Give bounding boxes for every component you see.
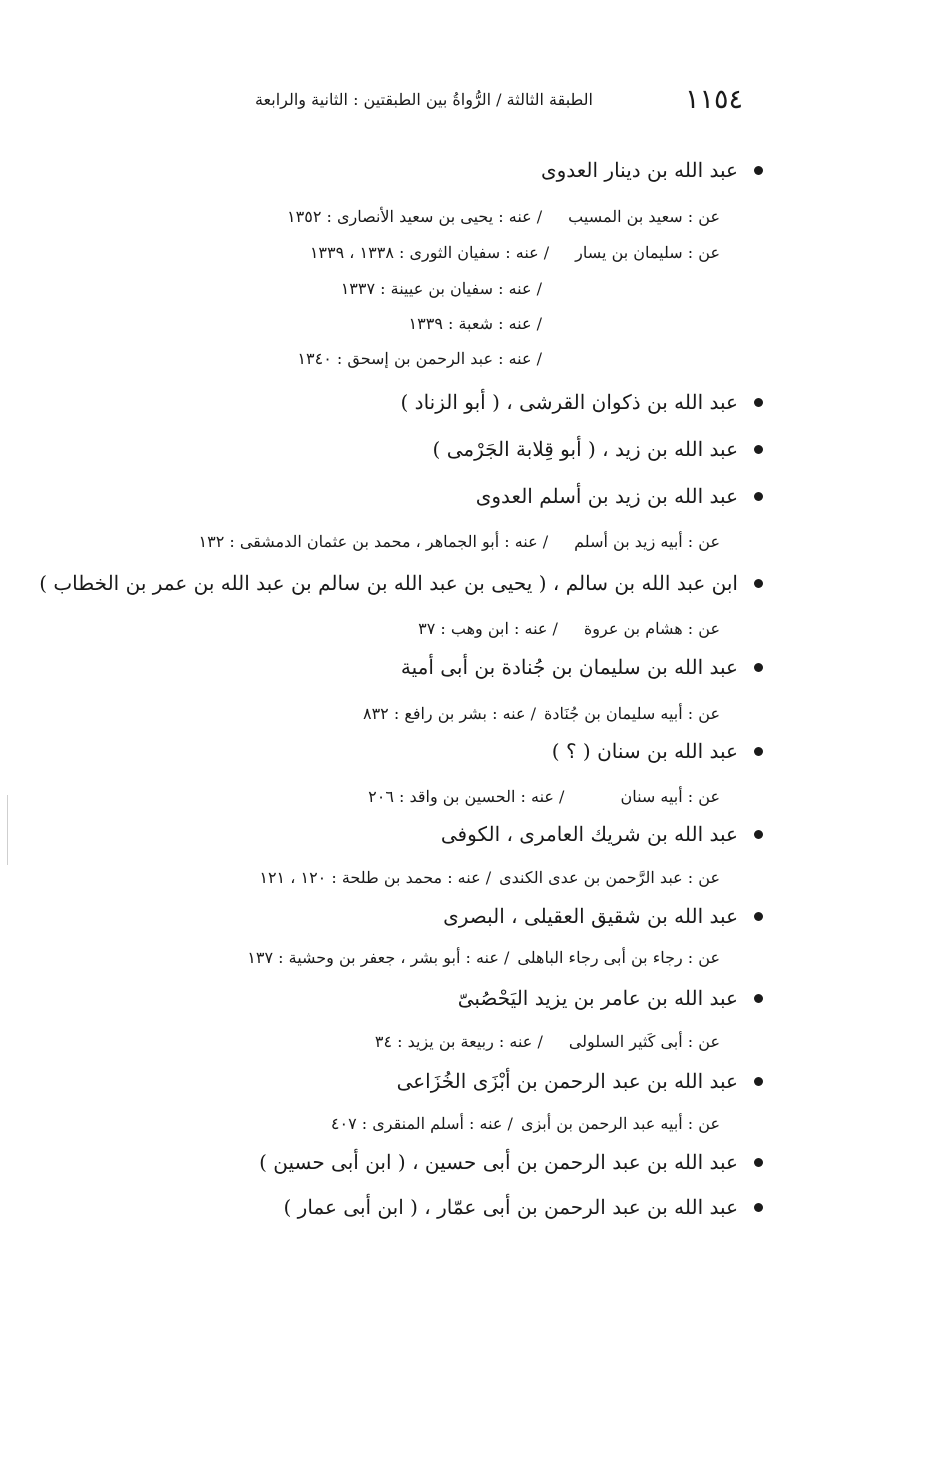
narrator-entry: [458, 986, 763, 1010]
narration-to: / عنه : أسلم المنقرى : ٤٠٧: [330, 1114, 513, 1133]
bullet-icon: [754, 830, 763, 839]
narrator-entry: [443, 904, 763, 928]
narration-line: [341, 279, 542, 298]
narrator-name: عبد الله بن زيد بن أسلم العدوى: [475, 484, 738, 508]
narration-to: / عنه : ربيعة بن يزيد : ٣٤: [374, 1032, 543, 1051]
bullet-icon: [754, 445, 763, 454]
narrator-entry: [401, 390, 763, 414]
narrator-name: عبد الله بن سنان ( ؟ ): [551, 739, 738, 763]
narrator-name: ابن عبد الله بن سالم ، ( يحيى بن عبد الله بن سالم بن عبد الله بن عمر بن الخطاب ): [39, 571, 738, 595]
narration-line: [297, 349, 542, 368]
narration-from: عن : أبيه عبد الرحمن بن أبزى: [520, 1114, 720, 1133]
bullet-icon: [754, 663, 763, 672]
narration-line: [363, 704, 720, 723]
bullet-icon: [754, 994, 763, 1003]
narration-from: عن : أبيه سليمان بن جُنَادة: [544, 704, 720, 723]
narrator-name: عبد الله بن عبد الرحمن بن أبى عمّار ، ( ابن أبى عمار ): [283, 1195, 738, 1219]
narration-to: / عنه : سفيان بن عيينة : ١٣٣٧: [340, 279, 542, 298]
narrator-name: عبد الله بن دينار العدوى: [540, 158, 738, 182]
narration-from: عن : سعيد بن المسيب: [568, 207, 720, 226]
narrator-name: عبد الله بن زيد ، ( أبو قِلابة الجَرْمى ): [432, 437, 738, 461]
narration-from: عن : سليمان بن يسار: [575, 243, 720, 262]
narration-from: عن : هشام بن عروة: [583, 619, 720, 638]
narration-to: / عنه : أبو بشر ، جعفر بن وحشية : ١٣٧: [247, 948, 510, 967]
narrator-name: عبد الله بن سليمان بن جُنادة بن أبى أمية: [400, 655, 738, 679]
narrator-name: عبد الله بن عبد الرحمن بن أبى حسين ، ( ابن أبى حسين ): [259, 1150, 738, 1174]
page-number: ١١٥٤: [684, 84, 743, 115]
narrator-entry: [433, 437, 763, 461]
margin-rule: [7, 795, 8, 865]
narrator-name: عبد الله بن عامر بن يزيد اليَحْصُبىّ: [457, 986, 738, 1010]
narrator-entry: [552, 739, 763, 763]
narration-line: [375, 1032, 720, 1051]
narrator-entry: [541, 158, 763, 182]
narration-line: [310, 243, 720, 262]
narrator-entry: [476, 484, 763, 508]
narrator-entry: [259, 1150, 763, 1174]
narration-line: [247, 948, 720, 967]
narration-from: عن : أبيه زيد بن أسلم: [574, 532, 720, 551]
narrator-name: عبد الله بن ذكوان القرشى ، ( أبو الزناد ): [400, 390, 738, 414]
bullet-icon: [754, 492, 763, 501]
narration-to: / عنه : بشر بن رافع : ٨٣٢: [362, 704, 536, 723]
narrator-entry: [401, 655, 763, 679]
narration-to: / عنه : محمد بن طلحة : ١٢٠ ، ١٢١: [259, 868, 492, 887]
bullet-icon: [754, 1077, 763, 1086]
narration-to: / عنه : أبو الجماهر ، محمد بن عثمان الدمشقى : ١٣٢: [198, 532, 549, 551]
narration-line: [287, 207, 720, 226]
narration-from: عن : رجاء بن أبى رجاء الباهلى: [517, 948, 720, 967]
bullet-icon: [754, 747, 763, 756]
bullet-icon: [754, 579, 763, 588]
narrator-entry: [284, 1195, 763, 1219]
page-header: [203, 84, 743, 114]
narrator-name: عبد الله بن شريك العامرى ، الكوفى: [440, 822, 738, 846]
narration-line: [418, 619, 720, 638]
running-title: الطبقة الثالثة / الرُّواةُ بين الطبقتين : الثانية والرابعة: [254, 90, 593, 109]
bullet-icon: [754, 1203, 763, 1212]
bullet-icon: [754, 166, 763, 175]
bullet-icon: [754, 398, 763, 407]
narrator-entry: [441, 822, 763, 846]
narration-line: [409, 314, 542, 333]
bullet-icon: [754, 1158, 763, 1167]
narration-to: / عنه : الحسين بن واقد : ٢٠٦: [368, 787, 565, 806]
narration-from: عن : أبى كَثير السلولى: [568, 1032, 720, 1051]
narration-line: [331, 1114, 720, 1133]
narration-line: [368, 787, 720, 806]
narration-from: عن : عبد الرَّحمن بن عدى الكندى: [499, 868, 720, 887]
narration-to: / عنه : يحيى بن سعيد الأنصارى : ١٣٥٢: [287, 207, 543, 226]
narration-line: [259, 868, 720, 887]
narration-line: [199, 532, 721, 551]
narration-to: / عنه : ابن وهب : ٣٧: [418, 619, 558, 638]
bullet-icon: [754, 912, 763, 921]
narration-to: / عنه : عبد الرحمن بن إسحق : ١٣٤٠: [297, 349, 542, 368]
narrator-name: عبد الله بن شقيق العقيلى ، البصرى: [443, 904, 738, 928]
narration-to: / عنه : سفيان الثورى : ١٣٣٨ ، ١٣٣٩: [309, 243, 550, 262]
narration-to: / عنه : شعبة : ١٣٣٩: [408, 314, 542, 333]
narrator-name: عبد الله بن عبد الرحمن بن أبْزَى الخُزَاعى: [396, 1069, 738, 1093]
narration-from: عن : أبيه سنان: [620, 787, 720, 806]
narrator-entry: [39, 571, 763, 595]
narrator-entry: [397, 1069, 763, 1093]
